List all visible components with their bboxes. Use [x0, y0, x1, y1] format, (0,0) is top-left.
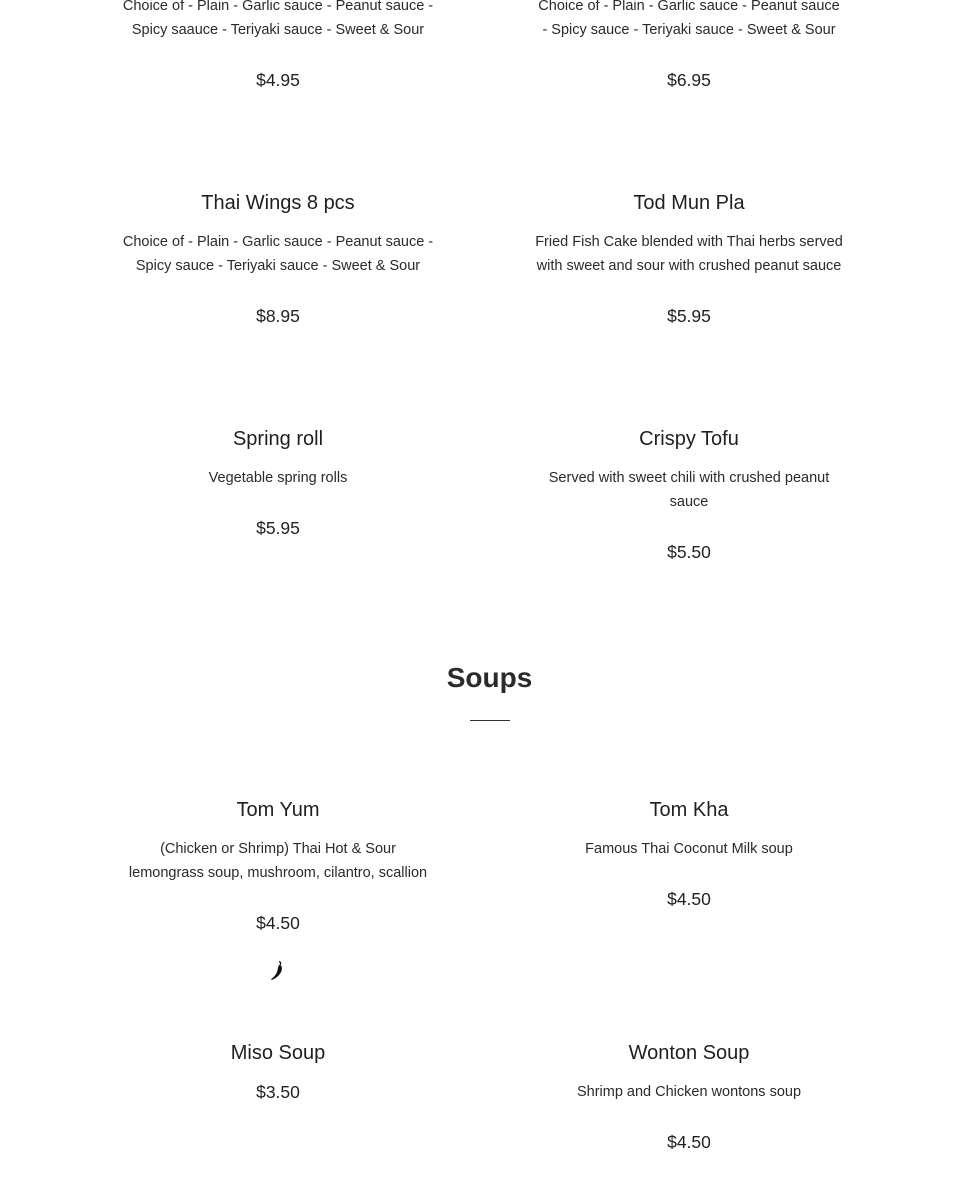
menu-item — [122, 1041, 434, 1104]
section-title: Soups — [446, 662, 533, 693]
chili-pepper-icon — [268, 960, 286, 982]
menu-item-description: Fried Fish Cake blended with Thai herbs served with sweet and sour with crushed peanut sauce — [535, 234, 843, 274]
menu-item-name: Tod Mun Pla — [633, 192, 745, 214]
menu-item-name: Tom Yum — [236, 799, 320, 821]
menu-item-price: $4.95 — [256, 70, 300, 90]
menu-item-description: (Chicken or Shrimp) Thai Hot & Sour lemongrass soup, mushroom, cilantro, scallion — [128, 841, 428, 881]
menu-item-name: Spring roll — [232, 428, 324, 450]
menu-item-price: $4.50 — [667, 889, 711, 909]
menu-item — [534, 191, 844, 328]
menu-item-name: Wonton Soup — [628, 1042, 750, 1064]
menu-item — [534, 1041, 844, 1154]
menu-item — [534, 0, 844, 92]
menu-item-name: Miso Soup — [230, 1042, 326, 1064]
menu-item-description: Choice of - Plain - Garlic sauce - Peanut sauce - Spicy sauce - Teriyaki sauce - Sweet & Sour — [538, 0, 840, 38]
menu-item — [534, 798, 844, 911]
menu-item-price: $6.95 — [667, 70, 711, 90]
menu-item — [534, 427, 844, 564]
menu-item-price: $5.50 — [667, 542, 711, 562]
menu-item-price: $5.95 — [256, 518, 300, 538]
menu-item — [122, 798, 434, 935]
menu-item-price: $5.95 — [667, 306, 711, 326]
menu-item-price: $8.95 — [256, 306, 300, 326]
menu-item — [122, 427, 434, 540]
menu-item — [122, 0, 434, 92]
menu-item-price: $4.50 — [256, 913, 300, 933]
menu-item-price: $4.50 — [667, 1132, 711, 1152]
menu-item — [122, 191, 434, 328]
menu-item-description: Choice of - Plain - Garlic sauce - Peanut sauce - Spicy sauce - Teriyaki sauce - Sweet & Sour — [122, 234, 434, 274]
menu-item-name: Tom Kha — [649, 799, 729, 821]
menu-item-price: $3.50 — [256, 1082, 300, 1102]
menu-item-description: Famous Thai Coconut Milk soup — [585, 841, 793, 857]
menu-item-description: Choice of - Plain - Garlic sauce - Peanut sauce - Spicy saauce - Teriyaki sauce - Sweet & Sour — [122, 0, 434, 38]
menu-item-description: Shrimp and Chicken wontons soup — [576, 1084, 802, 1100]
menu-item-description: Served with sweet chili with crushed peanut sauce — [548, 470, 830, 510]
menu-item-description: Vegetable spring rolls — [208, 470, 348, 486]
menu-item-name: Thai Wings 8 pcs — [201, 192, 355, 214]
section-divider — [470, 720, 510, 721]
menu-item-name: Crispy Tofu — [639, 428, 739, 450]
